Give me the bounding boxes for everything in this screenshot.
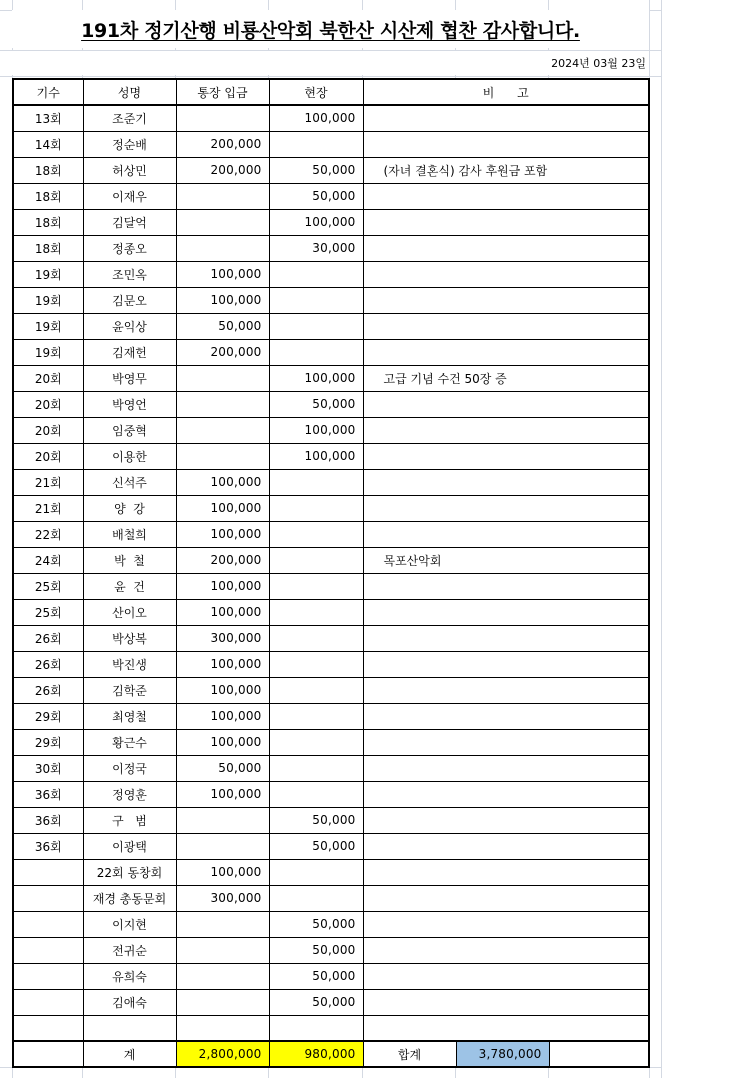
on-site-cell[interactable]	[269, 781, 363, 807]
name-cell[interactable]: 윤익상	[83, 313, 176, 339]
bank-deposit-cell[interactable]: 100,000	[176, 859, 269, 885]
bank-deposit-cell[interactable]: 200,000	[176, 157, 269, 183]
bank-deposit-cell[interactable]: 100,000	[176, 781, 269, 807]
table-row	[13, 469, 649, 495]
table-row	[13, 989, 649, 1015]
on-site-cell[interactable]	[269, 599, 363, 625]
table-row	[13, 209, 649, 235]
generation-cell[interactable]: 18회	[13, 235, 83, 261]
remarks-cell[interactable]	[363, 989, 649, 1015]
table-row	[13, 157, 649, 183]
generation-cell[interactable]: 19회	[13, 261, 83, 287]
generation-cell[interactable]: 21회	[13, 495, 83, 521]
remarks-cell[interactable]	[363, 911, 649, 937]
generation-cell[interactable]: 36회	[13, 833, 83, 859]
name-cell[interactable]	[83, 1015, 176, 1041]
on-site-cell[interactable]	[269, 703, 363, 729]
generation-cell[interactable]	[13, 963, 83, 989]
remarks-cell[interactable]	[363, 859, 649, 885]
name-cell[interactable]: 김애숙	[83, 989, 176, 1015]
remarks-cell[interactable]	[363, 963, 649, 989]
header-on-site[interactable]: 현장	[269, 79, 363, 105]
bank-deposit-cell[interactable]: 100,000	[176, 287, 269, 313]
remarks-cell[interactable]	[363, 391, 649, 417]
remarks-cell[interactable]	[363, 625, 649, 651]
remarks-cell[interactable]	[363, 209, 649, 235]
name-cell[interactable]: 배철희	[83, 521, 176, 547]
header-generation[interactable]: 기수	[13, 79, 83, 105]
on-site-cell[interactable]	[269, 625, 363, 651]
name-cell[interactable]: 이용한	[83, 443, 176, 469]
bank-deposit-cell[interactable]	[176, 989, 269, 1015]
generation-cell[interactable]: 30회	[13, 755, 83, 781]
bank-deposit-cell[interactable]	[176, 443, 269, 469]
name-cell[interactable]: 박영언	[83, 391, 176, 417]
bank-deposit-cell[interactable]: 100,000	[176, 469, 269, 495]
on-site-cell[interactable]: 100,000	[269, 209, 363, 235]
name-cell[interactable]: 김재헌	[83, 339, 176, 365]
name-cell[interactable]: 윤 건	[83, 573, 176, 599]
table-row	[13, 339, 649, 365]
name-cell[interactable]: 김달억	[83, 209, 176, 235]
table-row	[13, 183, 649, 209]
generation-cell[interactable]: 13회	[13, 105, 83, 131]
generation-cell[interactable]: 20회	[13, 443, 83, 469]
grand-total-value[interactable]: 3,780,000	[456, 1041, 549, 1067]
bank-deposit-cell[interactable]: 100,000	[176, 521, 269, 547]
generation-cell[interactable]: 21회	[13, 469, 83, 495]
generation-cell[interactable]: 20회	[13, 365, 83, 391]
remarks-cell[interactable]	[363, 261, 649, 287]
remarks-cell[interactable]	[363, 573, 649, 599]
table-row	[13, 131, 649, 157]
remarks-cell[interactable]	[363, 885, 649, 911]
table-row	[13, 313, 649, 339]
remarks-cell[interactable]	[363, 833, 649, 859]
name-cell[interactable]: 이정국	[83, 755, 176, 781]
table-row	[13, 833, 649, 859]
table-row	[13, 885, 649, 911]
remarks-cell[interactable]	[363, 287, 649, 313]
on-site-cell[interactable]	[269, 885, 363, 911]
bank-deposit-cell[interactable]: 300,000	[176, 885, 269, 911]
table-row	[13, 859, 649, 885]
bank-deposit-cell[interactable]: 50,000	[176, 755, 269, 781]
name-cell[interactable]: 김학준	[83, 677, 176, 703]
table-row	[13, 599, 649, 625]
on-site-cell[interactable]	[269, 547, 363, 573]
table-row	[13, 261, 649, 287]
generation-cell[interactable]: 26회	[13, 625, 83, 651]
name-cell[interactable]: 22회 동창회	[83, 859, 176, 885]
on-site-cell[interactable]: 50,000	[269, 963, 363, 989]
on-site-cell[interactable]: 50,000	[269, 937, 363, 963]
generation-cell[interactable]: 18회	[13, 209, 83, 235]
table-row	[13, 287, 649, 313]
on-site-cell[interactable]	[269, 755, 363, 781]
bank-deposit-cell[interactable]: 100,000	[176, 599, 269, 625]
on-site-cell[interactable]	[269, 573, 363, 599]
remarks-cell[interactable]	[363, 183, 649, 209]
generation-cell[interactable]	[13, 859, 83, 885]
name-cell[interactable]: 이재우	[83, 183, 176, 209]
table-row	[13, 625, 649, 651]
grand-total-label[interactable]: 합계	[363, 1041, 456, 1067]
remarks-cell[interactable]	[363, 131, 649, 157]
bank-deposit-cell[interactable]: 100,000	[176, 703, 269, 729]
header-name[interactable]: 성명	[83, 79, 176, 105]
table-row	[13, 391, 649, 417]
name-cell[interactable]: 정종오	[83, 235, 176, 261]
bank-deposit-cell[interactable]	[176, 1015, 269, 1041]
table-row	[13, 417, 649, 443]
bank-deposit-cell[interactable]	[176, 963, 269, 989]
name-cell[interactable]: 박진생	[83, 651, 176, 677]
name-cell[interactable]: 재경 총동문회	[83, 885, 176, 911]
remarks-cell[interactable]	[363, 417, 649, 443]
bank-deposit-cell[interactable]	[176, 391, 269, 417]
name-cell[interactable]: 산이오	[83, 599, 176, 625]
remarks-cell[interactable]	[363, 235, 649, 261]
on-site-cell[interactable]	[269, 131, 363, 157]
remarks-cell[interactable]	[363, 807, 649, 833]
total-empty-cell[interactable]	[13, 1041, 83, 1067]
bank-deposit-cell[interactable]	[176, 937, 269, 963]
table-row	[13, 651, 649, 677]
table-row	[13, 547, 649, 573]
total-row	[13, 1041, 649, 1067]
table-row	[13, 443, 649, 469]
table-row	[13, 521, 649, 547]
name-cell[interactable]: 허상민	[83, 157, 176, 183]
table-row	[13, 911, 649, 937]
generation-cell[interactable]: 25회	[13, 573, 83, 599]
remarks-cell[interactable]: 고급 기념 수건 50장 증	[363, 365, 649, 391]
generation-cell[interactable]: 20회	[13, 417, 83, 443]
generation-cell[interactable]: 36회	[13, 781, 83, 807]
name-cell[interactable]: 이지현	[83, 911, 176, 937]
generation-cell[interactable]: 20회	[13, 391, 83, 417]
sheet-date: 2024년 03월 23일	[12, 51, 648, 75]
on-site-cell[interactable]	[269, 469, 363, 495]
table-row	[13, 1015, 649, 1041]
on-site-cell[interactable]: 50,000	[269, 391, 363, 417]
generation-cell[interactable]: 19회	[13, 339, 83, 365]
generation-cell[interactable]: 26회	[13, 677, 83, 703]
on-site-cell[interactable]: 50,000	[269, 833, 363, 859]
table-row	[13, 365, 649, 391]
header-remarks[interactable]: 비 고	[363, 79, 649, 105]
table-row	[13, 755, 649, 781]
remarks-cell[interactable]	[363, 703, 649, 729]
on-site-cell[interactable]	[269, 313, 363, 339]
page-title: 191차 정기산행 비룡산악회 북한산 시산제 협찬 감사합니다.	[12, 10, 649, 48]
bank-deposit-cell[interactable]	[176, 209, 269, 235]
name-cell[interactable]: 김문오	[83, 287, 176, 313]
on-site-total[interactable]: 980,000	[269, 1041, 363, 1067]
generation-cell[interactable]: 29회	[13, 703, 83, 729]
generation-cell[interactable]: 36회	[13, 807, 83, 833]
remarks-cell[interactable]	[363, 313, 649, 339]
remarks-cell[interactable]	[363, 1015, 649, 1041]
bank-deposit-cell[interactable]	[176, 105, 269, 131]
table-header-row	[13, 79, 649, 105]
generation-cell[interactable]	[13, 911, 83, 937]
name-cell[interactable]: 신석주	[83, 469, 176, 495]
generation-cell[interactable]: 22회	[13, 521, 83, 547]
subtotal-label[interactable]: 계	[83, 1041, 176, 1067]
on-site-cell[interactable]: 100,000	[269, 105, 363, 131]
table-row	[13, 937, 649, 963]
name-cell[interactable]: 양 강	[83, 495, 176, 521]
table-row	[13, 235, 649, 261]
name-cell[interactable]: 최영철	[83, 703, 176, 729]
generation-cell[interactable]	[13, 885, 83, 911]
bank-deposit-cell[interactable]: 100,000	[176, 261, 269, 287]
table-row	[13, 495, 649, 521]
bank-deposit-cell[interactable]	[176, 807, 269, 833]
bank-deposit-total[interactable]: 2,800,000	[176, 1041, 269, 1067]
remarks-cell[interactable]	[363, 339, 649, 365]
table-row	[13, 963, 649, 989]
name-cell[interactable]: 정영훈	[83, 781, 176, 807]
generation-cell[interactable]: 14회	[13, 131, 83, 157]
table-row	[13, 677, 649, 703]
name-cell[interactable]: 유희숙	[83, 963, 176, 989]
generation-cell[interactable]	[13, 989, 83, 1015]
bank-deposit-cell[interactable]: 100,000	[176, 495, 269, 521]
on-site-cell[interactable]	[269, 287, 363, 313]
remarks-cell[interactable]	[363, 755, 649, 781]
on-site-cell[interactable]: 50,000	[269, 911, 363, 937]
remarks-cell[interactable]: (자녀 결혼식) 감사 후원금 포함	[363, 157, 649, 183]
on-site-cell[interactable]: 50,000	[269, 157, 363, 183]
total-trailing-cell[interactable]	[549, 1041, 649, 1067]
on-site-cell[interactable]: 100,000	[269, 417, 363, 443]
generation-cell[interactable]: 25회	[13, 599, 83, 625]
bank-deposit-cell[interactable]: 100,000	[176, 729, 269, 755]
name-cell[interactable]: 이광택	[83, 833, 176, 859]
bank-deposit-cell[interactable]: 100,000	[176, 651, 269, 677]
bank-deposit-cell[interactable]	[176, 911, 269, 937]
bank-deposit-cell[interactable]	[176, 235, 269, 261]
generation-cell[interactable]: 18회	[13, 183, 83, 209]
name-cell[interactable]: 임중혁	[83, 417, 176, 443]
bank-deposit-cell[interactable]	[176, 417, 269, 443]
bank-deposit-cell[interactable]	[176, 365, 269, 391]
bank-deposit-cell[interactable]	[176, 183, 269, 209]
name-cell[interactable]: 박영무	[83, 365, 176, 391]
table-row	[13, 105, 649, 131]
bank-deposit-cell[interactable]: 100,000	[176, 677, 269, 703]
header-bank-deposit[interactable]: 통장 입금	[176, 79, 269, 105]
generation-cell[interactable]: 18회	[13, 157, 83, 183]
table-row	[13, 807, 649, 833]
generation-cell[interactable]: 26회	[13, 651, 83, 677]
remarks-cell[interactable]	[363, 651, 649, 677]
remarks-cell[interactable]: 목포산악회	[363, 547, 649, 573]
on-site-cell[interactable]: 50,000	[269, 183, 363, 209]
bank-deposit-cell[interactable]: 100,000	[176, 573, 269, 599]
generation-cell[interactable]	[13, 1015, 83, 1041]
name-cell[interactable]: 정순배	[83, 131, 176, 157]
remarks-cell[interactable]	[363, 105, 649, 131]
name-cell[interactable]: 구 범	[83, 807, 176, 833]
on-site-cell[interactable]: 100,000	[269, 443, 363, 469]
bank-deposit-cell[interactable]: 200,000	[176, 339, 269, 365]
table-body	[13, 105, 649, 1041]
remarks-cell[interactable]	[363, 599, 649, 625]
on-site-cell[interactable]: 30,000	[269, 235, 363, 261]
bank-deposit-cell[interactable]: 300,000	[176, 625, 269, 651]
on-site-cell[interactable]: 100,000	[269, 365, 363, 391]
bank-deposit-cell[interactable]: 50,000	[176, 313, 269, 339]
table-row	[13, 729, 649, 755]
generation-cell[interactable]: 29회	[13, 729, 83, 755]
remarks-cell[interactable]	[363, 729, 649, 755]
on-site-cell[interactable]	[269, 859, 363, 885]
on-site-cell[interactable]	[269, 339, 363, 365]
remarks-cell[interactable]	[363, 677, 649, 703]
name-cell[interactable]: 조준기	[83, 105, 176, 131]
remarks-cell[interactable]	[363, 443, 649, 469]
on-site-cell[interactable]: 50,000	[269, 807, 363, 833]
name-cell[interactable]: 황근수	[83, 729, 176, 755]
on-site-cell[interactable]: 50,000	[269, 989, 363, 1015]
donation-table	[12, 78, 650, 1068]
on-site-cell[interactable]	[269, 261, 363, 287]
on-site-cell[interactable]	[269, 521, 363, 547]
generation-cell[interactable]: 24회	[13, 547, 83, 573]
table-row	[13, 573, 649, 599]
name-cell[interactable]: 조민옥	[83, 261, 176, 287]
on-site-cell[interactable]	[269, 495, 363, 521]
bank-deposit-cell[interactable]: 200,000	[176, 131, 269, 157]
generation-cell[interactable]: 19회	[13, 287, 83, 313]
name-cell[interactable]: 박상복	[83, 625, 176, 651]
on-site-cell[interactable]	[269, 1015, 363, 1041]
generation-cell[interactable]: 19회	[13, 313, 83, 339]
remarks-cell[interactable]	[363, 781, 649, 807]
table-row	[13, 703, 649, 729]
bank-deposit-cell[interactable]: 200,000	[176, 547, 269, 573]
name-cell[interactable]: 전귀순	[83, 937, 176, 963]
on-site-cell[interactable]	[269, 651, 363, 677]
bank-deposit-cell[interactable]	[176, 833, 269, 859]
on-site-cell[interactable]	[269, 677, 363, 703]
remarks-cell[interactable]	[363, 521, 649, 547]
remarks-cell[interactable]	[363, 937, 649, 963]
remarks-cell[interactable]	[363, 495, 649, 521]
on-site-cell[interactable]	[269, 729, 363, 755]
name-cell[interactable]: 박 철	[83, 547, 176, 573]
table-row	[13, 781, 649, 807]
generation-cell[interactable]	[13, 937, 83, 963]
remarks-cell[interactable]	[363, 469, 649, 495]
